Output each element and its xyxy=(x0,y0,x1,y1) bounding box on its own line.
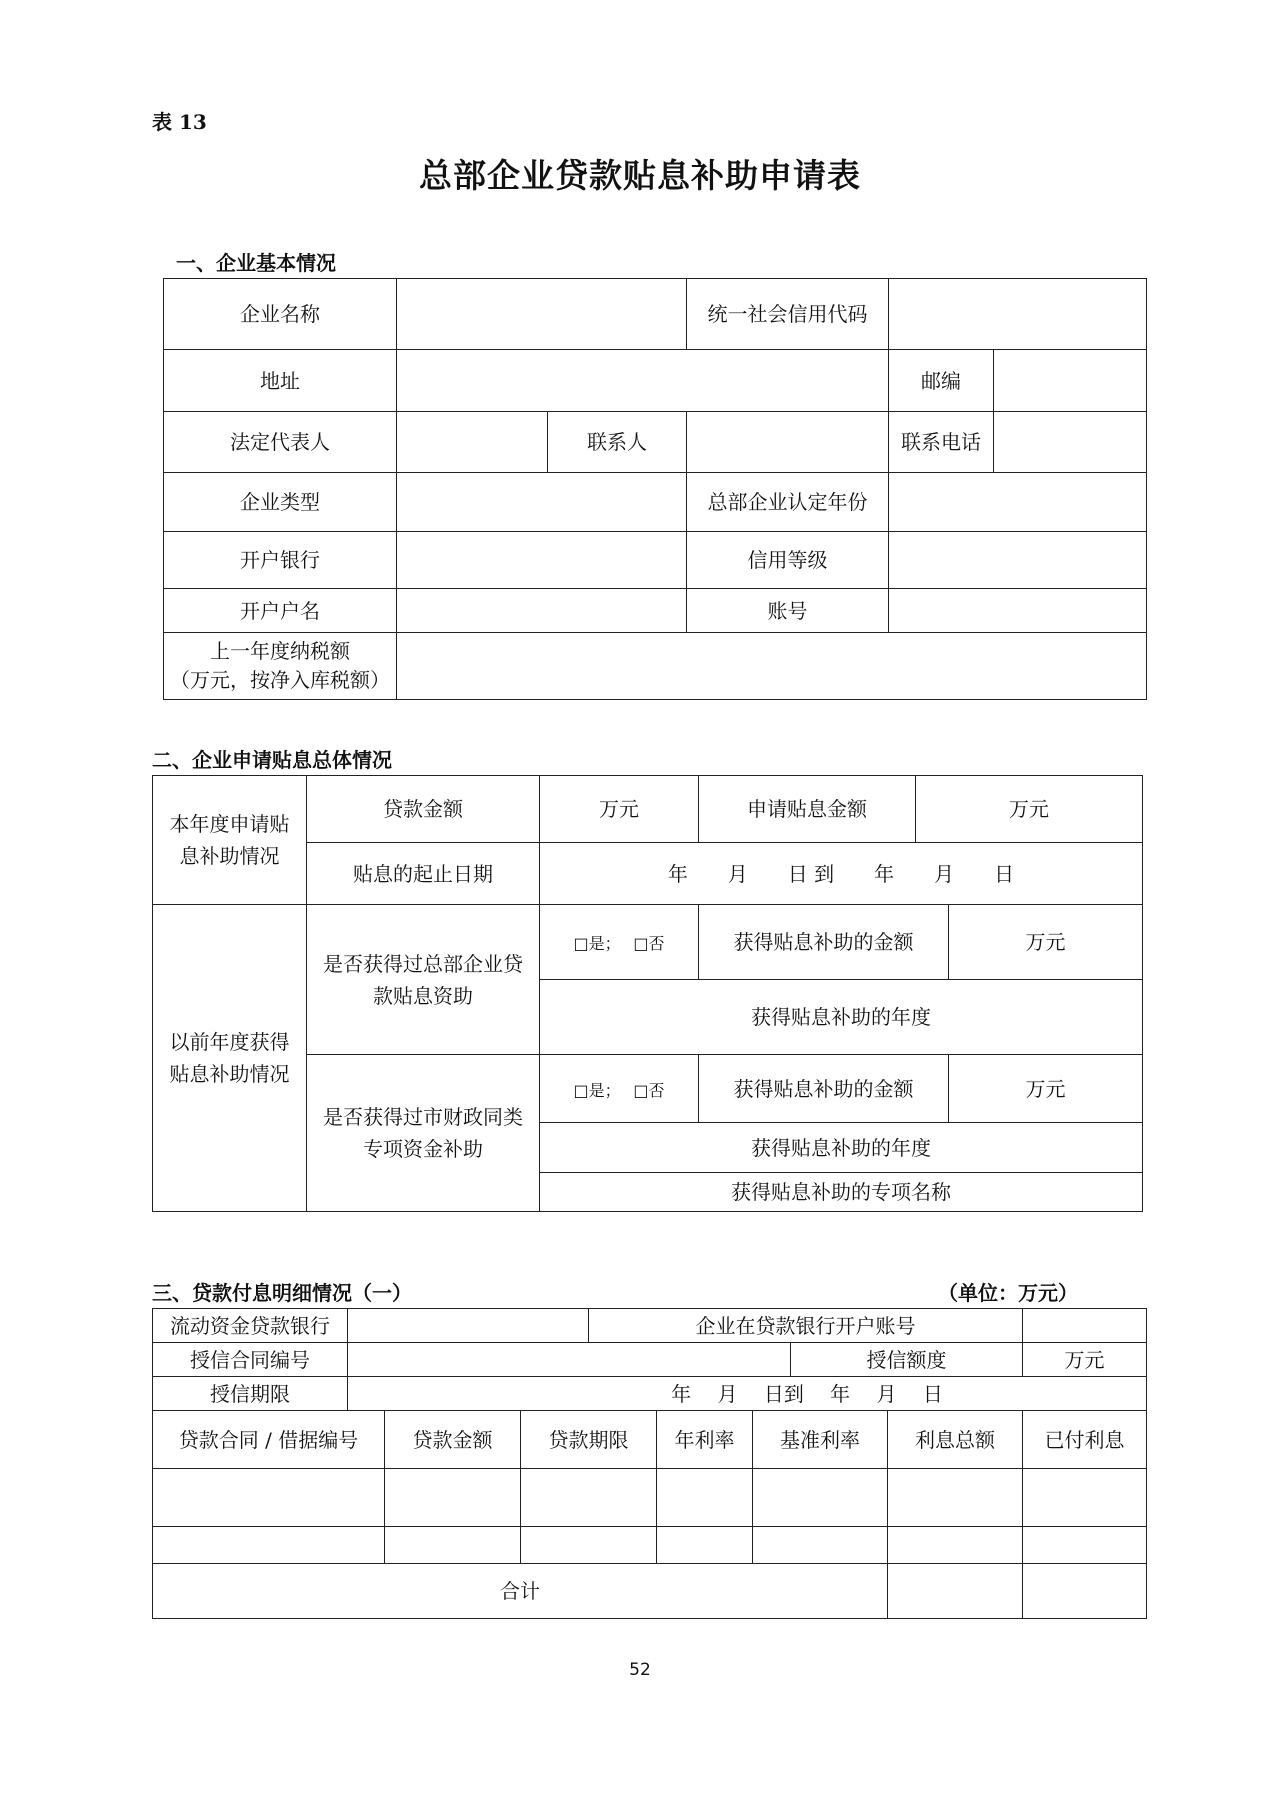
q2-got-name-label: 获得贴息补助的专项名称 xyxy=(540,1173,1143,1212)
tax-label-line2: （万元，按净入库税额） xyxy=(170,668,390,692)
credit-period-text: 年 月 日到 年 月 日 xyxy=(671,1381,943,1406)
hq-year-field[interactable] xyxy=(889,473,1147,532)
credit-amount-field[interactable] xyxy=(1023,1343,1147,1377)
section1-heading: 一、企业基本情况 xyxy=(176,251,336,275)
q2-got-amount-unit: 万元 xyxy=(1025,1076,1066,1101)
contact-label: 联系人 xyxy=(548,412,687,473)
page-number: 52 xyxy=(629,1660,651,1680)
col-contract-no: 贷款合同 / 借据编号 xyxy=(153,1411,385,1469)
q2-label xyxy=(307,1055,540,1212)
liquidity-bank-field[interactable] xyxy=(348,1309,589,1343)
q1-got-amount-field[interactable] xyxy=(949,905,1143,980)
loan-amount-label: 贷款金额 xyxy=(307,776,540,843)
table-row xyxy=(153,1469,1147,1527)
cell-base-rate[interactable] xyxy=(753,1527,888,1564)
postcode-label: 邮编 xyxy=(889,350,994,412)
contract-no-label: 授信合同编号 xyxy=(153,1343,348,1377)
q2-no-checkbox[interactable]: □否 xyxy=(633,1080,665,1100)
unit-note: （单位：万元） xyxy=(938,1281,1078,1305)
cell-paid-interest[interactable] xyxy=(1023,1469,1147,1527)
cell-total-interest[interactable] xyxy=(888,1469,1023,1527)
q2-label-line2: 专项资金补助 xyxy=(363,1137,483,1161)
period-label: 贴息的起止日期 xyxy=(307,843,540,905)
cell-annual-rate[interactable] xyxy=(657,1527,753,1564)
q2-got-amount-field[interactable] xyxy=(949,1055,1143,1123)
date-range-field[interactable] xyxy=(540,843,1143,905)
account-name-field[interactable] xyxy=(397,589,687,633)
tax-label xyxy=(164,633,397,700)
q1-got-year-label: 获得贴息补助的年度 xyxy=(540,980,1143,1055)
cell-loan-term[interactable] xyxy=(521,1469,657,1527)
tax-field[interactable] xyxy=(397,633,1147,700)
loan-amount-unit: 万元 xyxy=(599,797,639,821)
credit-level-field[interactable] xyxy=(889,532,1147,589)
tax-label-line1: 上一年度纳税额 xyxy=(210,639,350,663)
contact-phone-field[interactable] xyxy=(994,412,1147,473)
company-type-field[interactable] xyxy=(397,473,687,532)
bank-field[interactable] xyxy=(397,532,687,589)
liquidity-bank-label: 流动资金贷款银行 xyxy=(153,1309,348,1343)
company-name-field[interactable] xyxy=(397,279,687,350)
apply-amount-unit: 万元 xyxy=(1009,797,1049,821)
address-field[interactable] xyxy=(397,350,889,412)
address-label: 地址 xyxy=(164,350,397,412)
total-label: 合计 xyxy=(153,1564,888,1619)
credit-amount-unit: 万元 xyxy=(1064,1347,1105,1372)
section3-heading: 三、贷款付息明细情况（一） xyxy=(152,1281,412,1305)
q2-got-year-label: 获得贴息补助的年度 xyxy=(540,1123,1143,1173)
cell-loan-amount[interactable] xyxy=(385,1469,521,1527)
company-name-label: 企业名称 xyxy=(164,279,397,350)
q2-yes-checkbox[interactable]: □是； xyxy=(573,1080,621,1100)
col-annual-rate: 年利率 xyxy=(657,1411,753,1469)
previous-label xyxy=(153,905,307,1212)
q1-got-amount-label: 获得贴息补助的金额 xyxy=(699,905,949,980)
legal-rep-field[interactable] xyxy=(397,412,548,473)
previous-label-line1: 以前年度获得 xyxy=(169,1030,290,1054)
total-paid-field[interactable] xyxy=(1023,1564,1147,1619)
contact-phone-label: 联系电话 xyxy=(889,412,994,473)
company-type-label: 企业类型 xyxy=(164,473,397,532)
hq-year-label: 总部企业认定年份 xyxy=(687,473,889,532)
this-year-label-line2: 息补助情况 xyxy=(179,844,280,868)
date-range-text: 年 月 日 到 年 月 日 xyxy=(667,861,1015,886)
cell-loan-term[interactable] xyxy=(521,1527,657,1564)
col-loan-term: 贷款期限 xyxy=(521,1411,657,1469)
q2-label-line1: 是否获得过市财政同类 xyxy=(323,1105,523,1129)
col-base-rate: 基准利率 xyxy=(753,1411,888,1469)
q1-label xyxy=(307,905,540,1055)
apply-amount-field[interactable] xyxy=(916,776,1143,843)
cell-total-interest[interactable] xyxy=(888,1527,1023,1564)
cell-base-rate[interactable] xyxy=(753,1469,888,1527)
q1-got-amount-unit: 万元 xyxy=(1025,930,1066,954)
col-paid-interest: 已付利息 xyxy=(1023,1411,1147,1469)
subsidy-overview-table xyxy=(152,775,1143,1212)
bank-label: 开户银行 xyxy=(164,532,397,589)
credit-code-field[interactable] xyxy=(889,279,1147,350)
credit-code-label: 统一社会信用代码 xyxy=(687,279,889,350)
bank-account-label: 企业在贷款银行开户账号 xyxy=(589,1309,1023,1343)
credit-amount-label: 授信额度 xyxy=(791,1343,1023,1377)
q1-choice xyxy=(540,905,699,980)
cell-contract-no[interactable] xyxy=(153,1469,385,1527)
q1-yes-checkbox[interactable]: □是； xyxy=(573,934,621,953)
loan-detail-table xyxy=(152,1308,1147,1619)
account-no-field[interactable] xyxy=(889,589,1147,633)
table-number: 表 13 xyxy=(152,110,207,134)
cell-loan-amount[interactable] xyxy=(385,1527,521,1564)
table-row xyxy=(153,1527,1147,1564)
q2-choice xyxy=(540,1055,699,1123)
account-no-label: 账号 xyxy=(687,589,889,633)
section2-heading: 二、企业申请贴息总体情况 xyxy=(152,748,392,772)
q2-got-amount-label: 获得贴息补助的金额 xyxy=(699,1055,949,1123)
bank-account-field[interactable] xyxy=(1023,1309,1147,1343)
previous-label-line2: 贴息补助情况 xyxy=(169,1062,290,1086)
contract-no-field[interactable] xyxy=(348,1343,791,1377)
credit-period-field[interactable] xyxy=(348,1377,1147,1411)
page-title: 总部企业贷款贴息补助申请表 xyxy=(419,156,861,195)
apply-amount-label: 申请贴息金额 xyxy=(699,776,916,843)
total-interest-field[interactable] xyxy=(888,1564,1023,1619)
this-year-label xyxy=(153,776,307,905)
cell-contract-no[interactable] xyxy=(153,1527,385,1564)
this-year-label-line1: 本年度申请贴 xyxy=(169,812,290,836)
basic-info-table xyxy=(163,278,1147,700)
credit-level-label: 信用等级 xyxy=(687,532,889,589)
contact-field[interactable] xyxy=(687,412,889,473)
cell-annual-rate[interactable] xyxy=(657,1469,753,1527)
q1-no-checkbox[interactable]: □否 xyxy=(633,934,665,953)
col-loan-amount: 贷款金额 xyxy=(385,1411,521,1469)
col-total-interest: 利息总额 xyxy=(888,1411,1023,1469)
legal-rep-label: 法定代表人 xyxy=(164,412,397,473)
postcode-field[interactable] xyxy=(994,350,1147,412)
q1-label-line1: 是否获得过总部企业贷 xyxy=(323,951,523,976)
cell-paid-interest[interactable] xyxy=(1023,1527,1147,1564)
account-name-label: 开户户名 xyxy=(164,589,397,633)
q1-label-line2: 款贴息资助 xyxy=(373,983,473,1008)
loan-amount-field[interactable] xyxy=(540,776,699,843)
credit-period-label: 授信期限 xyxy=(153,1377,348,1411)
